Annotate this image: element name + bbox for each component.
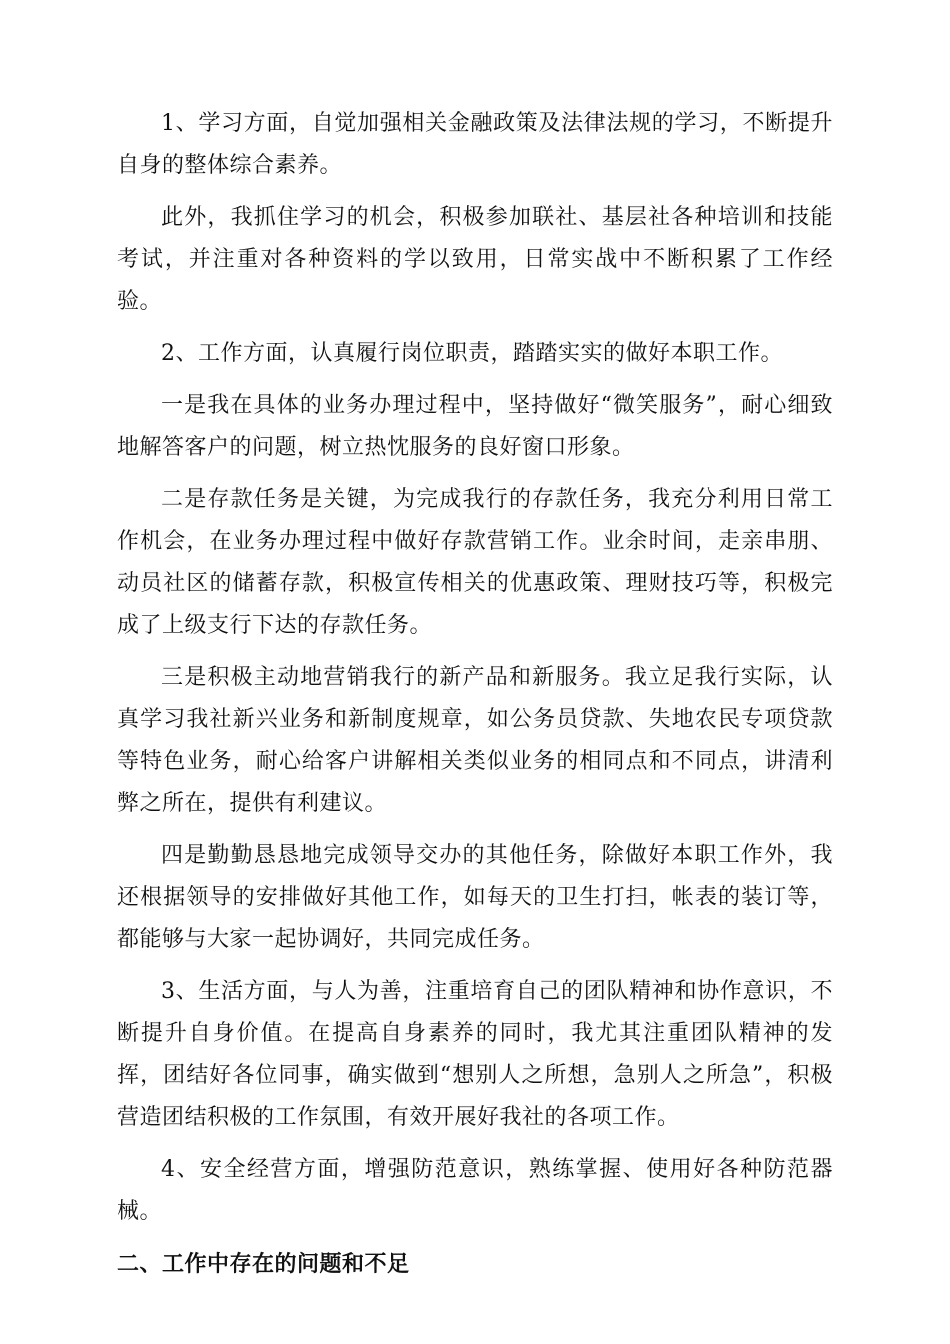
paragraph-study: 1、学习方面，自觉加强相关金融政策及法律法规的学习，不断提升自身的整体综合素养。 — [117, 111, 833, 178]
paragraph-deposit: 二是存款任务是关键，为完成我行的存款任务，我充分利用日常工作机会，在业务办理过程中做好存款营销工作。业余时间，走亲串朋、动员社区的储蓄存款，积极宣传相关的优惠政策、理财技巧等，积极完成了上级支行下达的存款任务。 — [117, 487, 833, 638]
paragraph-work: 2、工作方面，认真履行岗位职责，踏踏实实的做好本职工作。 — [161, 341, 783, 366]
paragraph-service: 一是我在具体的业务办理过程中，坚持做好“微笑服务”，耐心细致地解答客户的问题，树立热忱服务的良好窗口形象。 — [117, 393, 833, 460]
paragraph-marketing: 三是积极主动地营销我行的新产品和新服务。我立足我行实际，认真学习我社新兴业务和新制度规章，如公务员贷款、失地农民专项贷款等特色业务，耐心给客户讲解相关类似业务的相同点和不同点，讲清利弊之所在，提供有利建议。 — [117, 665, 833, 816]
paragraph-safety: 4、安全经营方面，增强防范意识，熟练掌握、使用好各种防范器械。 — [117, 1157, 833, 1224]
paragraph-other-tasks: 四是勤勤恳恳地完成领导交办的其他任务，除做好本职工作外，我还根据领导的安排做好其他工作，如每天的卫生打扫，帐表的装订等，都能够与大家一起协调好，共同完成任务。 — [117, 843, 833, 952]
section-heading: 二、工作中存在的问题和不足 — [117, 1251, 410, 1277]
paragraph-life: 3、生活方面，与人为善，注重培育自己的团队精神和协作意识，不断提升自身价值。在提高自身素养的同时，我尤其注重团队精神的发挥，团结好各位同事，确实做到“想别人之所想，急别人之所急”，积极营造团结积极的工作氛围，有效开展好我社的各项工作。 — [117, 979, 833, 1130]
paragraph-training: 此外，我抓住学习的机会，积极参加联社、基层社各种培训和技能考试，并注重对各种资料的学以致用，日常实战中不断积累了工作经验。 — [117, 205, 833, 314]
document-body — [117, 103, 833, 1285]
